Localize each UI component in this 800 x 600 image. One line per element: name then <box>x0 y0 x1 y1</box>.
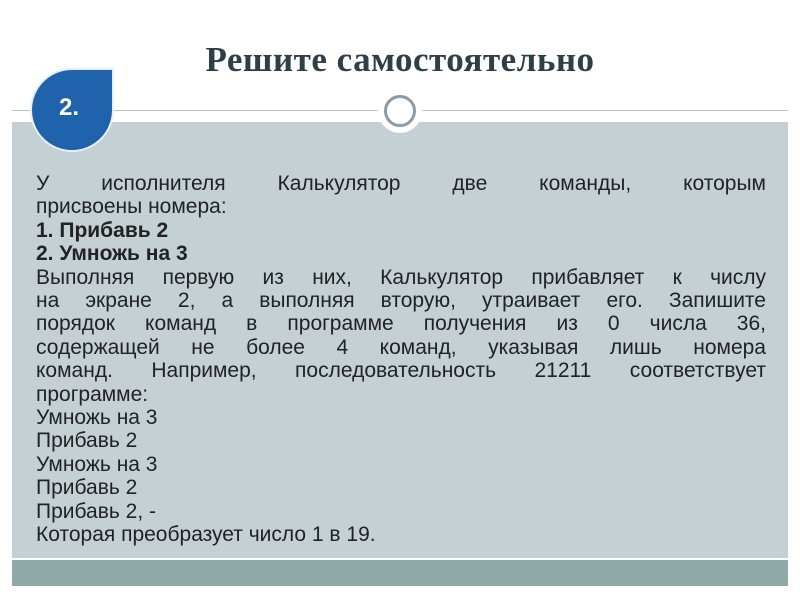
program-line: Умножь на 3 <box>36 452 158 476</box>
task-text <box>36 172 766 547</box>
description-line: содержащей не более 4 команд, указывая лишь номера <box>36 335 766 359</box>
intro-line-1: У исполнителя Калькулятор две команды, которым <box>36 172 766 195</box>
slide-title: Решите самостоятельно <box>205 40 595 79</box>
bottom-bar <box>12 560 788 586</box>
final-line: Которая преобразует число 1 в 19. <box>36 523 376 547</box>
command-2: 2. Умножь на 3 <box>36 242 188 266</box>
program-line: Прибавь 2, - <box>36 499 157 523</box>
program-line: Умножь на 3 <box>36 406 158 430</box>
ring-ornament-icon <box>378 89 422 133</box>
program-line: Прибавь 2 <box>36 429 138 453</box>
command-1: 1. Прибавь 2 <box>36 218 169 242</box>
description-line: порядок команд в программе получения из 0 числа 36, <box>36 312 766 336</box>
task-number-badge <box>32 70 112 150</box>
program-label: программе: <box>36 382 149 406</box>
ring-inner <box>384 95 416 127</box>
description-line: на экране 2, а выполняя вторую, утраивает его. Запишите <box>36 289 766 313</box>
description-line: команд. Например, последовательность 21211 соответствует <box>36 359 766 383</box>
task-number: 2. <box>58 94 79 121</box>
description-line: Выполняя первую из них, Калькулятор прибавляет к числу <box>36 265 766 289</box>
program-line: Прибавь 2 <box>36 476 138 500</box>
intro-line-2: присвоены номера: <box>36 195 227 219</box>
